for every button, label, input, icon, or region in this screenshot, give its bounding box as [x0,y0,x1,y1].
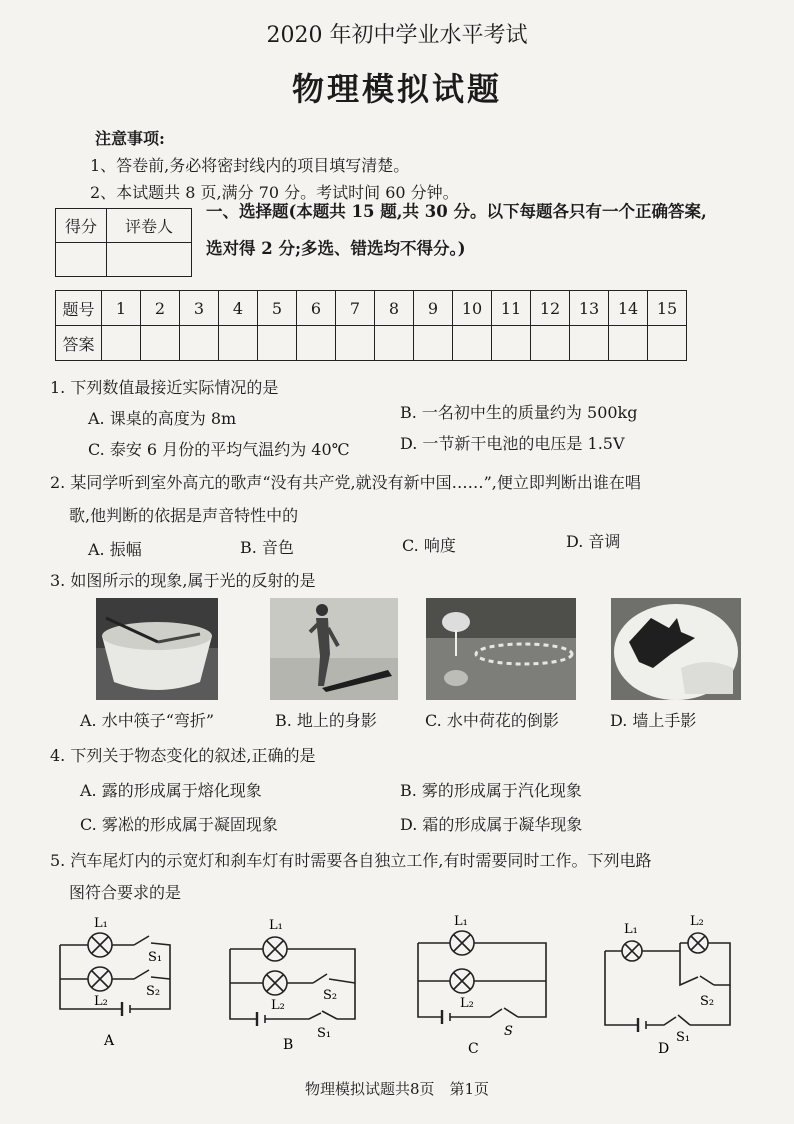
answer-cell[interactable] [258,326,297,361]
question-number-cell: 11 [492,291,531,326]
q4-option-a: A. 露的形成属于熔化现象 [80,781,262,800]
q5-stem-line2: 图符合要求的是 [69,883,182,902]
page-title: 物理模拟试题 [291,70,502,108]
question-number-cell: 3 [180,291,219,326]
photo-ground-shadow [270,598,398,700]
question-number-cell: 6 [297,291,336,326]
answer-cell[interactable] [180,326,219,361]
q2-option-b: B. 音色 [240,538,294,557]
note-item-1: 1、答卷前,务必将密封线内的项目填写清楚。 [90,156,410,175]
q3-stem: 3. 如图所示的现象,属于光的反射的是 [50,571,316,590]
q3-option-b: B. 地上的身影 [275,711,377,730]
answer-cell[interactable] [375,326,414,361]
circuit-diagram-d [600,905,745,1055]
q2-option-d: D. 音调 [566,532,621,551]
circuit-a-l2-label: L₂ [94,994,108,1009]
answer-table [55,290,687,361]
question-number-cell: 2 [141,291,180,326]
answer-cell[interactable] [609,326,648,361]
answer-cell[interactable] [648,326,687,361]
circuit-a-label: A [104,1033,115,1049]
answer-cell[interactable] [297,326,336,361]
q4-option-c: C. 雾凇的形成属于凝固现象 [80,815,278,834]
score-cell[interactable] [56,243,107,277]
q1-option-a: A. 课桌的高度为 8m [88,409,237,428]
q1-option-d: D. 一节新干电池的电压是 1.5V [400,434,625,453]
q4-option-d: D. 霜的形成属于凝华现象 [400,815,583,834]
circuit-b-label: B [283,1037,294,1053]
circuit-diagram-b [225,905,365,1055]
answer-cell[interactable] [219,326,258,361]
answer-cell[interactable] [453,326,492,361]
grader-label: 评卷人 [107,209,192,243]
exam-title: 2020 年初中学业水平考试 [266,23,528,48]
question-number-cell: 9 [414,291,453,326]
photo-lotus-reflection [426,598,576,700]
circuit-c-l1-label: L₁ [454,914,468,929]
answer-cell[interactable] [414,326,453,361]
q2-option-a: A. 振幅 [88,540,142,559]
circuit-d-label: D [658,1041,670,1055]
q2-stem-line1: 2. 某同学听到室外高亢的歌声“没有共产党,就没有新中国……”,便立即判断出谁在唱 [50,473,641,492]
q3-option-a: A. 水中筷子“弯折” [80,711,215,730]
question-number-cell: 1 [102,291,141,326]
circuit-a-s2-label: S₂ [146,984,161,999]
section1-line1: 一、选择题(本题共 15 题,共 30 分。以下每题各只有一个正确答案, [206,202,707,221]
circuit-c-label: C [468,1041,479,1055]
q3-option-c: C. 水中荷花的倒影 [425,711,559,730]
q4-option-b: B. 雾的形成属于汽化现象 [400,781,582,800]
q4-stem: 4. 下列关于物态变化的叙述,正确的是 [50,746,316,765]
circuit-b-l1-label: L₁ [269,918,283,933]
photo-hand-shadow [611,598,741,700]
q1-option-b: B. 一名初中生的质量约为 500kg [400,403,638,422]
answer-table-number-label: 题号 [56,291,102,326]
answer-cell[interactable] [492,326,531,361]
circuit-diagram-a [50,905,180,1050]
circuit-a-s1-label: S₁ [148,950,163,965]
answer-cell[interactable] [336,326,375,361]
q2-stem-line2: 歌,他判断的依据是声音特性中的 [69,506,299,525]
notes-heading: 注意事项: [95,129,165,148]
score-label: 得分 [56,209,107,243]
circuit-diagram-c [408,905,553,1055]
question-number-cell: 12 [531,291,570,326]
question-number-cell: 7 [336,291,375,326]
q1-stem: 1. 下列数值最接近实际情况的是 [50,378,279,397]
page-footer: 物理模拟试题共8页 第1页 [304,1080,490,1098]
circuit-d-l2-label: L₂ [690,914,704,929]
circuit-b-s2-label: S₂ [323,988,338,1003]
question-number-cell: 14 [609,291,648,326]
q2-option-c: C. 响度 [402,536,456,555]
answer-table-answer-label: 答案 [56,326,102,361]
q5-stem-line1: 5. 汽车尾灯内的示宽灯和刹车灯有时需要各自独立工作,有时需要同时工作。下列电路 [50,851,652,870]
question-number-cell: 10 [453,291,492,326]
question-number-cell: 4 [219,291,258,326]
question-number-cell: 8 [375,291,414,326]
q3-option-d: D. 墙上手影 [610,711,697,730]
circuit-b-s1-label: S₁ [317,1026,332,1041]
circuit-b-l2-label: L₂ [271,998,285,1013]
question-number-cell: 15 [648,291,687,326]
answer-cell[interactable] [531,326,570,361]
circuit-c-l2-label: L₂ [460,996,474,1011]
section1-line2: 选对得 2 分;多选、错选均不得分。) [206,239,466,258]
circuit-c-s-label: S [504,1024,513,1039]
score-box [55,208,192,277]
circuit-a-l1-label: L₁ [94,916,108,931]
grader-cell[interactable] [107,243,192,277]
circuit-d-l1-label: L₁ [624,922,638,937]
question-number-cell: 5 [258,291,297,326]
circuit-d-s1-label: S₁ [676,1030,691,1045]
answer-cell[interactable] [570,326,609,361]
photo-bent-chopsticks [96,598,218,700]
answer-cell[interactable] [102,326,141,361]
circuit-d-s2-label: S₂ [700,994,715,1009]
q1-option-c: C. 泰安 6 月份的平均气温约为 40℃ [88,440,350,459]
note-item-2: 2、本试题共 8 页,满分 70 分。考试时间 60 分钟。 [90,183,459,202]
question-number-cell: 13 [570,291,609,326]
answer-cell[interactable] [141,326,180,361]
